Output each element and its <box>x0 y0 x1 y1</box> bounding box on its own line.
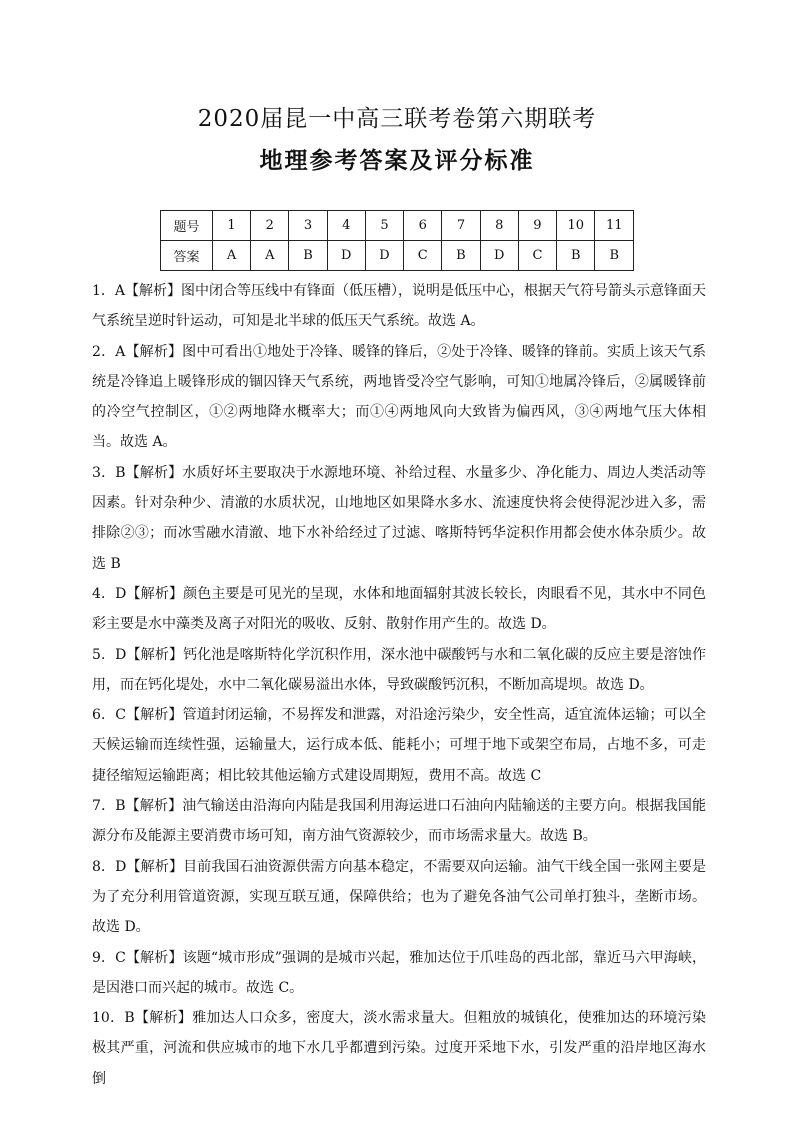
answer-cell: B <box>442 241 480 271</box>
answer-cell: B <box>557 241 595 271</box>
explanation-paragraph: 9．C【解析】该题“城市形成”强调的是城市兴起，雅加达位于爪哇岛的西北部，靠近马六甲海峡，是因港口而兴起的城市。故选 C。 <box>92 949 706 996</box>
explanation-paragraph: 10．B【解析】雅加达人口众多，密度大，淡水需求量大。但粗放的城镇化，使雅加达的环境污染极其严重，河流和供应城市的地下水几乎都遭到污染。过度开采地下水，引发严重的沿岸地区海水倒 <box>92 1010 706 1087</box>
question-number: 6 <box>404 211 442 241</box>
page-subtitle: 地理参考答案及评分标准 <box>259 147 535 174</box>
question-number: 7 <box>442 211 480 241</box>
answer-row <box>161 241 634 271</box>
explanations <box>92 276 706 1094</box>
explanation-paragraph: 3．B【解析】水质好坏主要取决于水源地环境、补给过程、水量多少、净化能力、周边人类活动等因素。针对杂种少、清澈的水质状况，山地地区如果降水多水、流速度快将会使得泥沙进入多，需排除②③；而冰雪融水清澈、地下水补给经过了过滤、喀斯特钙华淀积作用都会使水体杂质少。故选 B <box>92 464 706 572</box>
question-number: 5 <box>365 211 403 241</box>
question-number: 2 <box>251 211 289 241</box>
answer-cell: B <box>595 241 634 271</box>
answer-cell: C <box>518 241 556 271</box>
explanation-paragraph: 2．A【解析】图中可看出①地处于冷锋、暖锋的锋后，②处于冷锋、暖锋的锋前。实质上该天气系统是冷锋追上暖锋形成的锢囚锋天气系统，两地皆受冷空气影响，可知①地属冷锋后，②属暖锋前的冷空气控制区，①②两地降水概率大；而①④两地风向大致皆为偏西风，③④两地气压大体相当。故选 A。 <box>92 343 706 451</box>
explanation-paragraph: 1．A【解析】图中闭合等压线中有锋面（低压槽），说明是低压中心，根据天气符号箭头示意锋面天气系统呈逆时针运动，可知是北半球的低压天气系统。故选 A。 <box>92 283 707 330</box>
answer-cell: B <box>289 241 327 271</box>
answer-cell: A <box>251 241 289 271</box>
answer-cell: D <box>365 241 403 271</box>
question-number: 1 <box>212 211 250 241</box>
question-number-row <box>161 211 634 241</box>
question-number: 3 <box>289 211 327 241</box>
explanation-paragraph: 7．B【解析】油气输送由沿海向内陆是我国利用海运进口石油向内陆输送的主要方向。根据我国能源分布及能源主要消费市场可知，南方油气资源较少，而市场需求量大。故选 B。 <box>92 798 706 845</box>
question-number: 8 <box>480 211 518 241</box>
question-number: 11 <box>595 211 634 241</box>
answer-table <box>160 210 634 271</box>
row-label: 题号 <box>161 211 213 241</box>
row-label: 答案 <box>161 241 213 271</box>
explanation-paragraph: 6．C【解析】管道封闭运输，不易挥发和泄露，对沿途污染少，安全性高，适宜流体运输；可以全天候运输而连续性强，运输量大，运行成本低、能耗小；可埋于地下或架空布局，占地不多，可走捷径缩短运输距离；相比较其他运输方式建设周期短，费用不高。故选 C <box>92 707 706 784</box>
answer-cell: D <box>327 241 365 271</box>
question-number: 4 <box>327 211 365 241</box>
answer-cell: C <box>404 241 442 271</box>
question-number: 9 <box>518 211 556 241</box>
answer-cell: A <box>212 241 250 271</box>
explanation-paragraph: 4．D【解析】颜色主要是可见光的呈现，水体和地面辐射其波长较长，肉眼看不见，其水中不同色彩主要是水中藻类及离子对阳光的吸收、反射、散射作用产生的。故选 D。 <box>92 585 706 633</box>
explanation-paragraph: 5．D【解析】钙化池是喀斯特化学沉积作用，深水池中碳酸钙与水和二氧化碳的反应主要是溶蚀作用，而在钙化堤处，水中二氧化碳易溢出水体，导致碳酸钙沉积，不断加高堤坝。故选 D。 <box>92 646 706 693</box>
question-number: 10 <box>557 211 595 241</box>
explanation-paragraph: 8．D【解析】目前我国石油资源供需方向基本稳定，不需要双向运输。油气干线全国一张网主要是为了充分利用管道资源，实现互联互通，保障供给；也为了避免各油气公司单打独斗，垄断市场。故选 D。 <box>92 858 706 936</box>
answer-cell: D <box>480 241 518 271</box>
page-title: 2020届昆一中高三联考卷第六期联考 <box>197 106 597 132</box>
